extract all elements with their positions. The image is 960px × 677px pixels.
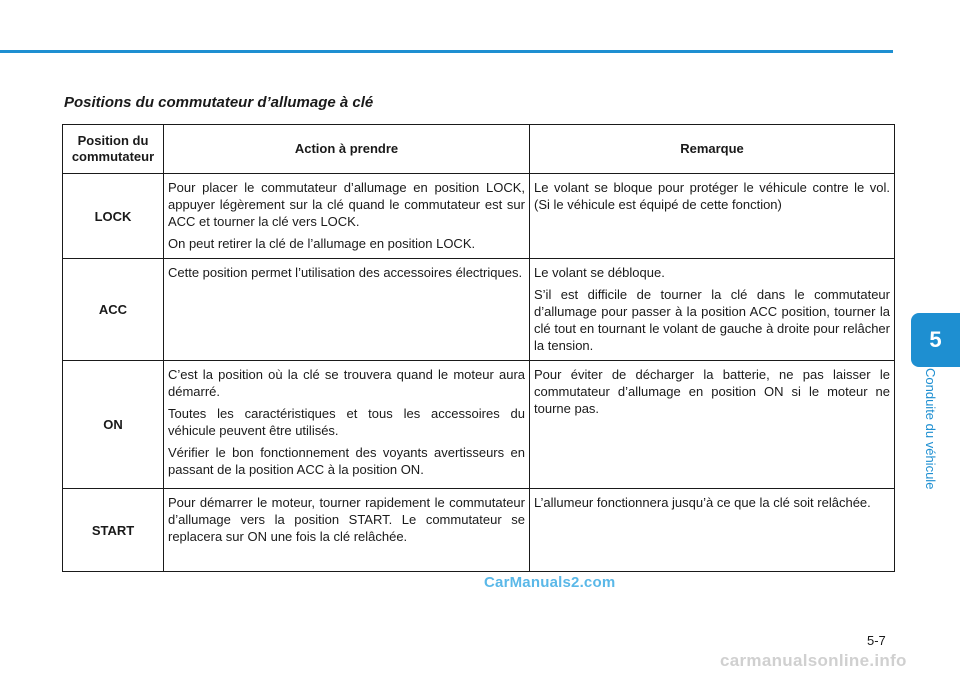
watermark-logo[interactable]: CarManuals2.com — [484, 574, 616, 591]
remark-cell — [530, 489, 895, 572]
table-row — [63, 489, 895, 572]
table-row — [63, 259, 895, 361]
section-title: Positions du commutateur d’allumage à clé — [64, 94, 374, 111]
action-cell — [164, 361, 530, 489]
header-position: Position du commutateur — [63, 125, 164, 174]
remark-cell — [530, 174, 895, 259]
action-text: Cette position permet l’utilisation des accessoires électriques. — [168, 265, 523, 280]
position-cell: START — [63, 489, 164, 572]
remark-text: Le volant se débloque. — [534, 265, 665, 280]
position-cell: LOCK — [63, 174, 164, 259]
chapter-number: 5 — [929, 327, 942, 352]
chapter-tab[interactable] — [911, 313, 960, 367]
table-row — [63, 361, 895, 489]
remark-cell — [530, 259, 895, 361]
remark-text: S’il est difficile de tourner la clé dans le commutateur d’allumage pour passer à la position ACC position, tourner la clé tout en tournant le volant de gauche à droite pour relâcher la tension. — [534, 287, 890, 353]
action-cell — [164, 489, 530, 572]
table-header-row — [63, 125, 895, 174]
action-text: Vérifier le bon fonctionnement des voyants avertisseurs en passant de la position ACC à la position ON. — [168, 445, 525, 477]
table-row — [63, 174, 895, 259]
remark-cell — [530, 361, 895, 489]
footer-watermark: carmanualsonline.info — [720, 651, 907, 670]
action-cell — [164, 174, 530, 259]
ignition-positions-table — [62, 124, 895, 572]
action-text: Pour démarrer le moteur, tourner rapidement le commutateur d’allumage vers la position START. Le commutateur se replacera sur ON une fois la clé relâchée. — [168, 495, 525, 544]
action-text: C’est la position où la clé se trouvera quand le moteur aura démarré. — [168, 367, 525, 399]
header-remark: Remarque — [530, 125, 895, 174]
header-action: Action à prendre — [164, 125, 530, 174]
header-rule — [0, 50, 893, 53]
remark-text: L’allumeur fonctionnera jusqu’à ce que la clé soit relâchée. — [534, 495, 871, 510]
position-cell: ON — [63, 361, 164, 489]
page-number: 5-7 — [867, 633, 886, 648]
action-text: Toutes les caractéristiques et tous les accessoires du véhicule peuvent être utilisés. — [168, 406, 525, 438]
action-text: On peut retirer la clé de l’allumage en position LOCK. — [168, 236, 476, 251]
action-cell — [164, 259, 530, 361]
remark-text: Pour éviter de décharger la batterie, ne pas laisser le commutateur d’allumage en position ON si le moteur ne tourne pas. — [534, 367, 890, 416]
action-text: Pour placer le commutateur d’allumage en position LOCK, appuyer légèrement sur la clé quand le commutateur est sur ACC et tourner la clé vers LOCK. — [168, 180, 525, 229]
chapter-name: Conduite du véhicule — [923, 368, 938, 490]
remark-text: Le volant se bloque pour protéger le véhicule contre le vol. (Si le véhicule est équipé de cette fonction) — [534, 180, 890, 212]
position-cell: ACC — [63, 259, 164, 361]
